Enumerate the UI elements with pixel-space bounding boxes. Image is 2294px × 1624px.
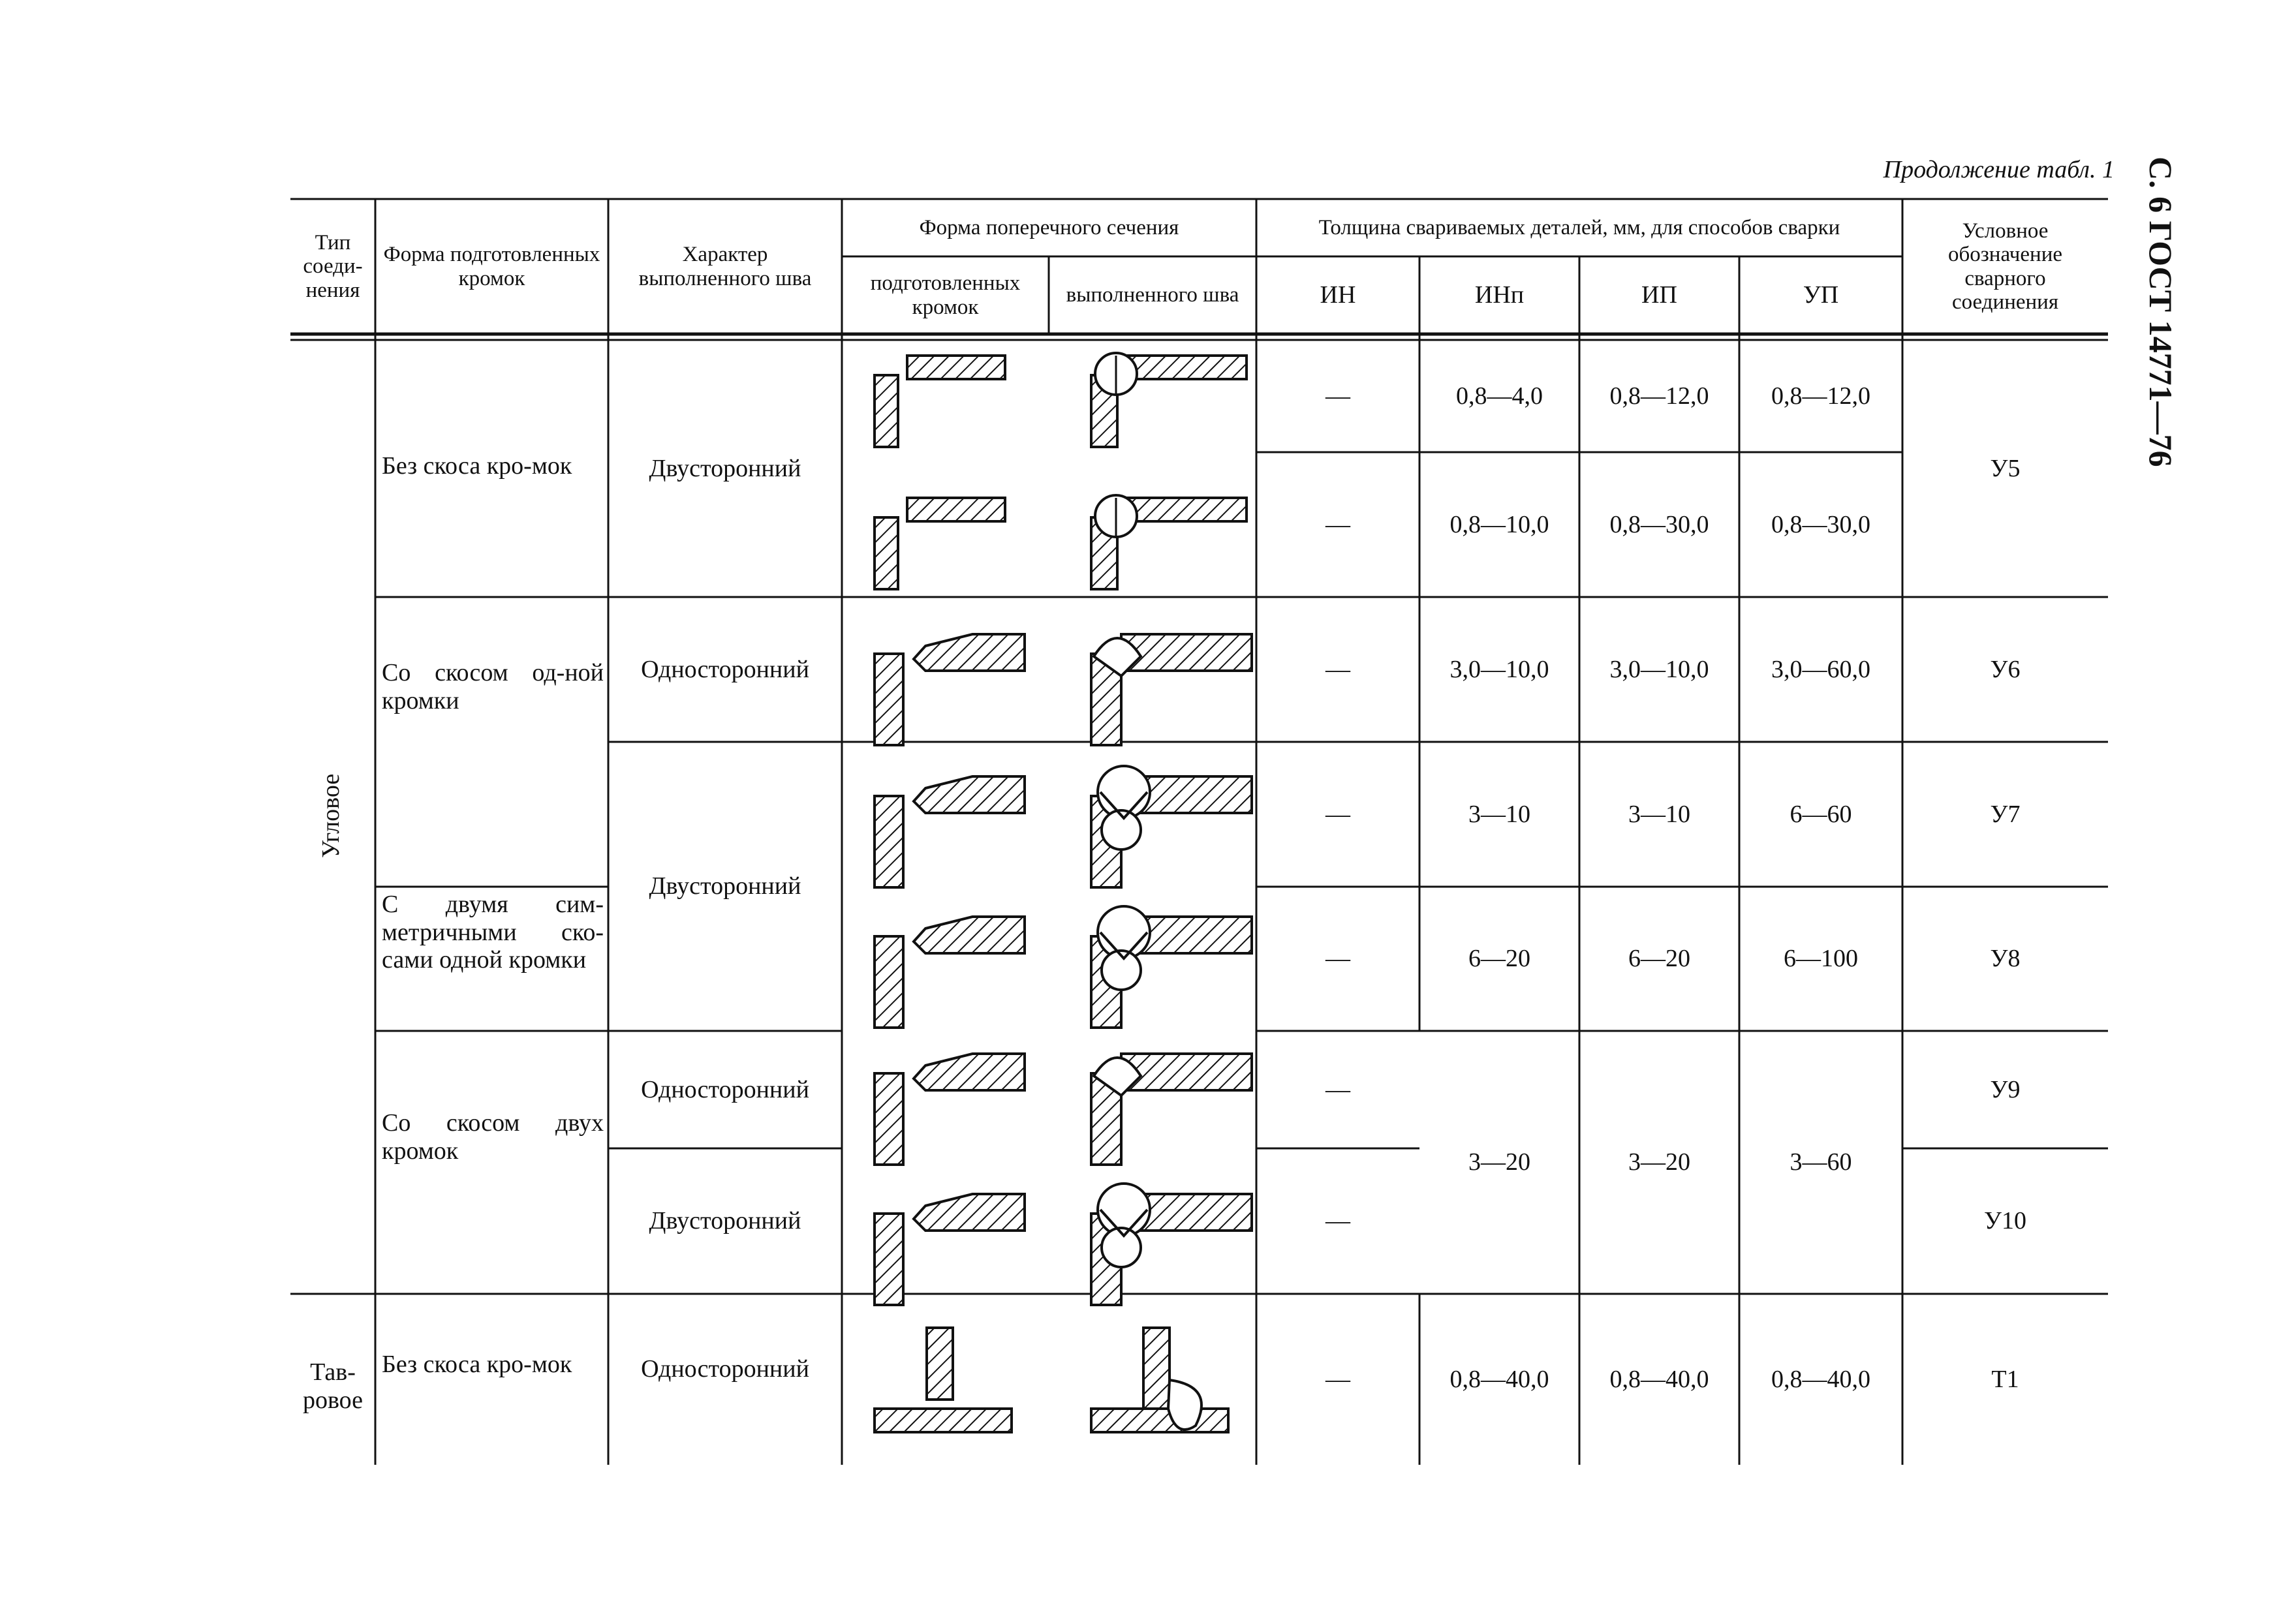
row6-in: — <box>1325 1207 1350 1235</box>
code-u9: У9 <box>1990 1075 2021 1103</box>
code-u7: У7 <box>1990 800 2021 828</box>
row3-up: 6—60 <box>1790 800 1852 828</box>
row4-ip: 6—20 <box>1628 945 1690 973</box>
row4-in: — <box>1325 945 1350 973</box>
edge-two-edges: Со скосом двух кромок <box>382 1109 604 1165</box>
sketch-prepared-u8 <box>875 917 1025 1028</box>
row3-in: — <box>1325 800 1350 828</box>
sketch-weld-u7 <box>1091 766 1252 887</box>
header-method-up: УП <box>1803 281 1839 309</box>
header-method-inp: ИНп <box>1474 281 1525 309</box>
row7-up: 0,8—40,0 <box>1771 1365 1870 1393</box>
sketch-weld-u8 <box>1091 906 1252 1028</box>
header-method-ip: ИП <box>1641 281 1677 309</box>
code-t1: Т1 <box>1991 1365 2019 1393</box>
weld-type-u5: Двусторонний <box>649 454 801 482</box>
code-u6: У6 <box>1990 655 2021 683</box>
row7-in: — <box>1325 1365 1350 1393</box>
sketch-prepared-u9 <box>875 1054 1025 1165</box>
edge-two-symmetric: С двумя сим-метричными ско-сами одной кромки <box>382 891 604 974</box>
sketch-weld-u5a <box>1091 353 1247 447</box>
row2-up: 3,0—60,0 <box>1771 655 1870 683</box>
row0-in: — <box>1325 382 1350 410</box>
continuation-caption: Продолжение табл. 1 <box>1883 156 2115 183</box>
sketch-prepared-u10 <box>875 1194 1025 1305</box>
row2-ip: 3,0—10,0 <box>1609 655 1709 683</box>
header-method-in: ИН <box>1320 281 1356 309</box>
weld-type-u6: Односторонний <box>641 655 809 683</box>
group-corner: Угловое <box>317 773 345 858</box>
sketch-prepared-u5b <box>875 498 1005 589</box>
code-u8: У8 <box>1990 945 2021 973</box>
row3-inp: 3—10 <box>1468 800 1530 828</box>
row4-inp: 6—20 <box>1468 945 1530 973</box>
header-thickness: Толщина свариваемых деталей, мм, для способов сварки <box>1318 215 1840 239</box>
group-tee: Тав-ровое <box>302 1358 363 1414</box>
page-side-header: С. 6 ГОСТ 14771—76 <box>2143 157 2179 467</box>
row1-ip: 0,8—30,0 <box>1609 510 1709 538</box>
weld-type-u9: Односторонний <box>641 1075 809 1103</box>
code-u5: У5 <box>1990 454 2021 482</box>
sketch-prepared-t1 <box>875 1328 1012 1432</box>
header-prepared: подготовленных кромок <box>870 271 1021 319</box>
weld-type-u7-u8: Двусторонний <box>649 872 801 900</box>
header-performed: выполненного шва <box>1066 283 1239 307</box>
sketch-weld-u6 <box>1091 634 1252 745</box>
weld-type-t1: Односторонний <box>641 1355 809 1383</box>
header-type: Тип соеди-нения <box>303 231 363 302</box>
row5-in: — <box>1325 1075 1350 1103</box>
weld-type-u10: Двусторонний <box>649 1207 801 1235</box>
edge-no-bevel: Без скоса кро-мок <box>382 452 572 480</box>
row7-inp: 0,8—40,0 <box>1449 1365 1549 1393</box>
sketch-prepared-u7 <box>875 776 1025 887</box>
row1-in: — <box>1325 510 1350 538</box>
row1-up: 0,8—30,0 <box>1771 510 1870 538</box>
header-cross-section: Форма поперечного сечения <box>919 215 1179 239</box>
sketch-weld-t1 <box>1091 1328 1228 1432</box>
row3-ip: 3—10 <box>1628 800 1690 828</box>
row1-inp: 0,8—10,0 <box>1449 510 1549 538</box>
u9-u10-up: 3—60 <box>1790 1148 1852 1176</box>
u9-u10-inp: 3—20 <box>1468 1148 1530 1176</box>
row0-ip: 0,8—12,0 <box>1609 382 1709 410</box>
sketch-weld-u9 <box>1091 1054 1252 1165</box>
sketch-prepared-u6 <box>875 634 1025 745</box>
sketch-prepared-u5a <box>875 356 1005 447</box>
header-designation: Условное обозначение сварного соединения <box>1947 219 2063 314</box>
row4-up: 6—100 <box>1784 945 1858 973</box>
edge-tee-no-bevel: Без скоса кро-мок <box>382 1351 572 1378</box>
header-edge-form: Форма подготовленных кромок <box>383 243 600 290</box>
code-u10: У10 <box>1984 1207 2026 1235</box>
row2-in: — <box>1325 655 1350 683</box>
row7-ip: 0,8—40,0 <box>1609 1365 1709 1393</box>
sketch-weld-u5b <box>1091 495 1247 589</box>
edge-one-bevel: Со скосом од-ной кромки <box>382 659 604 714</box>
row2-inp: 3,0—10,0 <box>1449 655 1549 683</box>
row0-inp: 0,8—4,0 <box>1456 382 1543 410</box>
row0-up: 0,8—12,0 <box>1771 382 1870 410</box>
header-weld-character: Характер выполненного шва <box>638 243 812 290</box>
sketch-weld-u10 <box>1091 1184 1252 1305</box>
u9-u10-ip: 3—20 <box>1628 1148 1690 1176</box>
